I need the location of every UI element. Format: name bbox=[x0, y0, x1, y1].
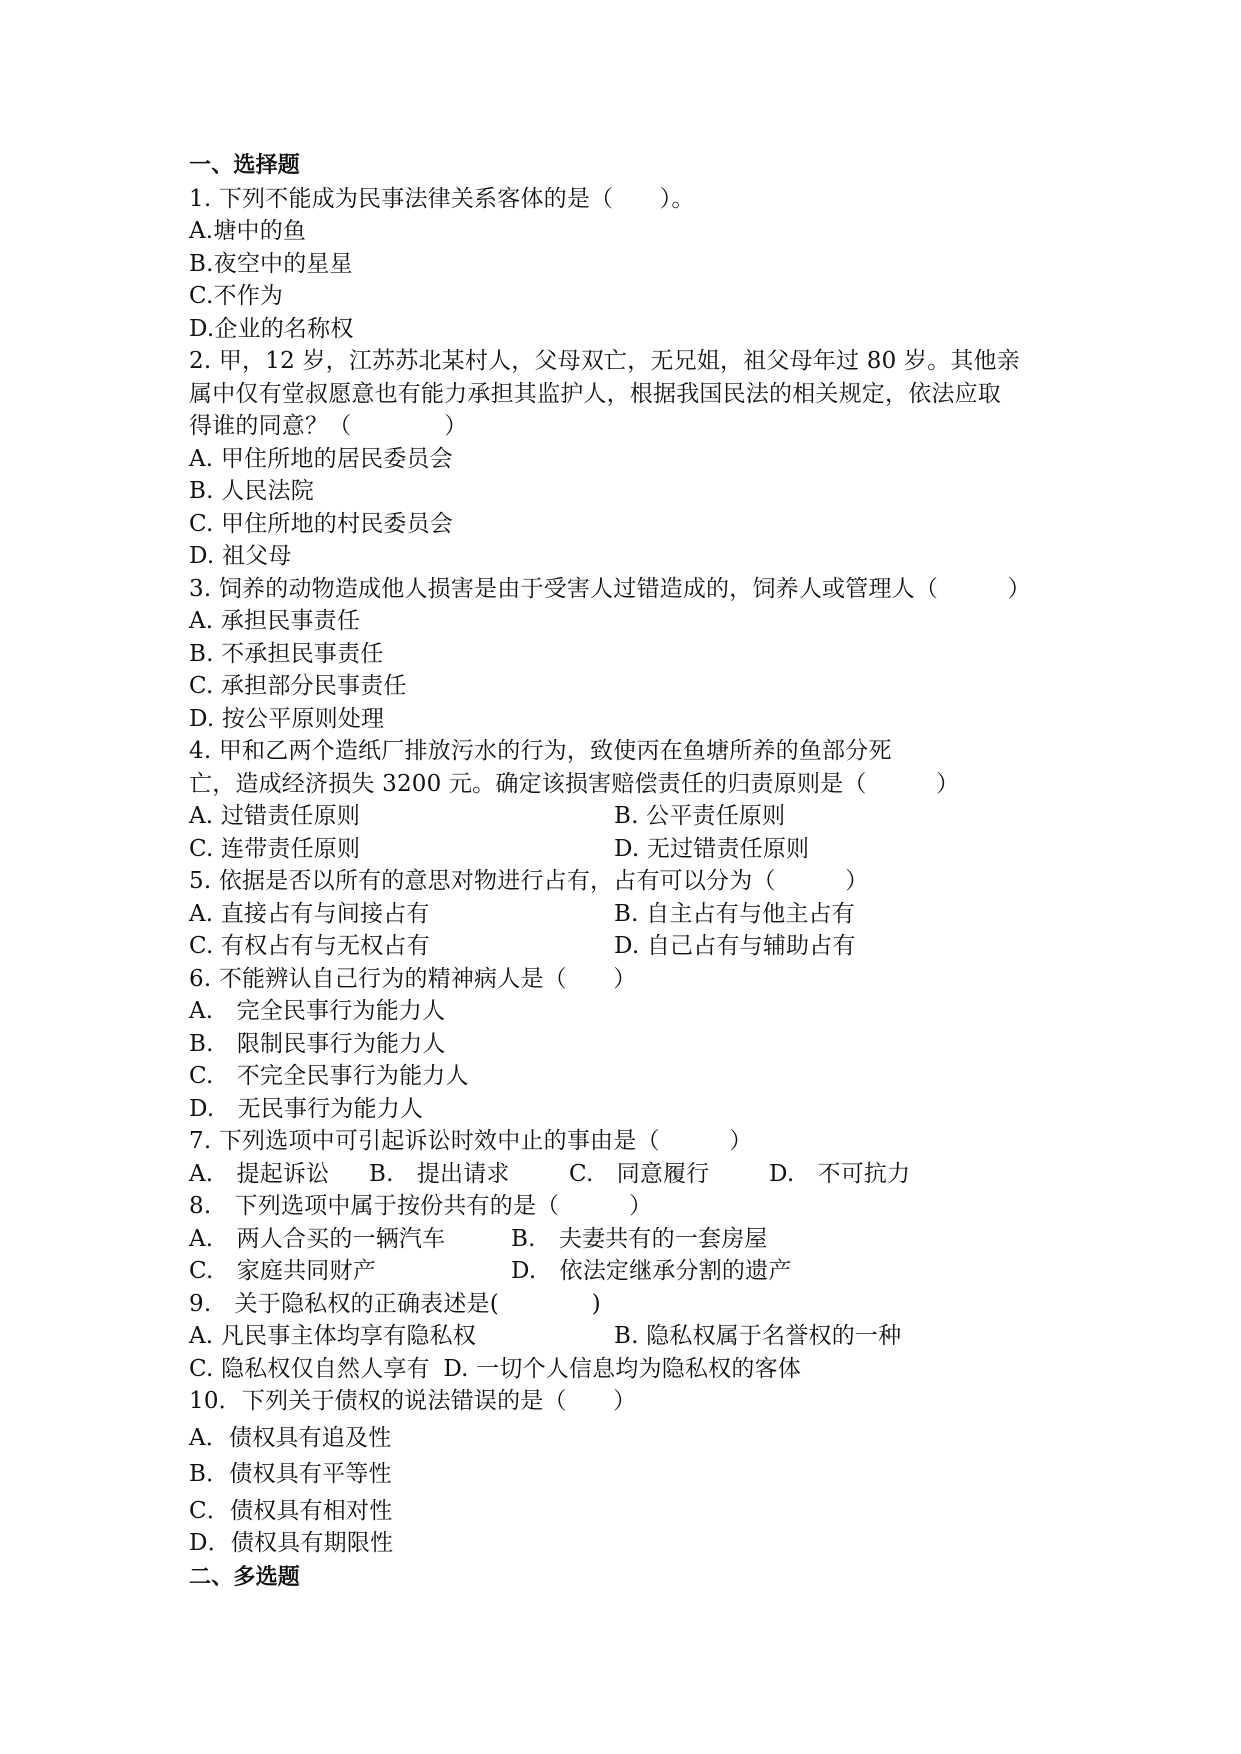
question-3-option-c: C. 承担部分民事责任 bbox=[189, 673, 407, 699]
question-7-option-b: B. 提出请求 bbox=[369, 1160, 510, 1187]
question-1-stem: 1. 下列不能成为民事法律关系客体的是（ ）。 bbox=[189, 185, 695, 212]
question-7-stem: 7. 下列选项中可引起诉讼时效中止的事由是（ ） bbox=[189, 1128, 753, 1154]
question-8-option-c: C. 家庭共同财产 bbox=[189, 1258, 376, 1284]
question-8-options-row-2 bbox=[189, 1255, 1089, 1288]
question-3-option-a: A. 承担民事责任 bbox=[189, 608, 361, 634]
question-10-option-d: D．债权具有期限性 bbox=[189, 1530, 394, 1556]
question-2-stem-line-1: 2. 甲，12 岁，江苏苏北某村人，父母双亡，无兄姐，祖父母年过 80 岁。其他亲 bbox=[189, 348, 1020, 374]
question-7-options-row bbox=[189, 1158, 1089, 1191]
question-9-options-row-2 bbox=[189, 1353, 1089, 1386]
question-10-option-c: C．债权具有相对性 bbox=[189, 1497, 393, 1524]
question-10-option-a: A．债权具有追及性 bbox=[189, 1424, 392, 1451]
question-1-option-d: D.企业的名称权 bbox=[189, 315, 354, 342]
question-7-option-d: D. 不可抗力 bbox=[769, 1160, 911, 1187]
question-8-option-a: A. 两人合买的一辆汽车 bbox=[189, 1225, 446, 1252]
question-5-option-a: A. 直接占有与间接占有 bbox=[189, 900, 430, 927]
question-8-stem: 8. 下列选项中属于按份共有的是（ ） bbox=[189, 1193, 653, 1219]
question-4-option-b: B. 公平责任原则 bbox=[614, 803, 786, 829]
question-1-option-c: C.不作为 bbox=[189, 283, 284, 309]
question-3-option-b: B. 不承担民事责任 bbox=[189, 640, 384, 667]
question-4-options-row-2 bbox=[189, 833, 1089, 866]
question-9-stem: 9. 关于隐私权的正确表述是( ) bbox=[189, 1290, 601, 1317]
question-3-option-d: D. 按公平原则处理 bbox=[189, 705, 385, 732]
question-9-options-row-1 bbox=[189, 1320, 1089, 1353]
question-5-option-d: D. 自己占有与辅助占有 bbox=[614, 933, 856, 959]
question-4-options-row-1 bbox=[189, 800, 1089, 833]
question-9-option-b: B. 隐私权属于名誉权的一种 bbox=[614, 1323, 902, 1349]
question-9-option-d: D. 一切个人信息均为隐私权的客体 bbox=[443, 1355, 801, 1382]
question-4-stem-line-2: 亡，造成经济损失 3200 元。确定该损害赔偿责任的归责原则是（ ） bbox=[189, 770, 960, 797]
question-8-option-d: D. 依法定继承分割的遗产 bbox=[511, 1258, 792, 1284]
document-content bbox=[189, 150, 1089, 1594]
question-4-option-d: D. 无过错责任原则 bbox=[614, 835, 810, 862]
question-6-stem: 6. 不能辨认自己行为的精神病人是（ ） bbox=[189, 965, 637, 992]
question-5-option-c: C. 有权占有与无权占有 bbox=[189, 933, 430, 959]
question-6-option-c: C. 不完全民事行为能力人 bbox=[189, 1063, 469, 1089]
question-7-option-a: A. 提起诉讼 bbox=[189, 1160, 330, 1187]
question-10-stem: 10．下列关于债权的说法错误的是（ ） bbox=[189, 1388, 637, 1414]
question-7-option-c: C. 同意履行 bbox=[569, 1160, 710, 1187]
question-2-option-c: C. 甲住所地的村民委员会 bbox=[189, 510, 454, 537]
question-8-options-row-1 bbox=[189, 1223, 1089, 1256]
question-2-option-a: A. 甲住所地的居民委员会 bbox=[189, 445, 453, 472]
question-9-option-c: C. 隐私权仅自然人享有 bbox=[189, 1355, 430, 1382]
question-4-stem-line-1: 4. 甲和乙两个造纸厂排放污水的行为，致使丙在鱼塘所养的鱼部分死 bbox=[189, 738, 892, 764]
question-9-option-a: A. 凡民事主体均享有隐私权 bbox=[189, 1323, 477, 1349]
question-5-options-row-1 bbox=[189, 898, 1089, 931]
question-5-options-row-2 bbox=[189, 930, 1089, 963]
question-5-option-b: B. 自主占有与他主占有 bbox=[614, 900, 855, 927]
question-2-option-d: D. 祖父母 bbox=[189, 543, 292, 569]
question-2-stem-line-2: 属中仅有堂叔愿意也有能力承担其监护人，根据我国民法的相关规定，依法应取 bbox=[189, 380, 1001, 407]
question-2-option-b: B. 人民法院 bbox=[189, 478, 314, 504]
question-1-option-b: B.夜空中的星星 bbox=[189, 250, 353, 277]
question-6-option-b: B. 限制民事行为能力人 bbox=[189, 1030, 446, 1057]
question-1-option-a: A.塘中的鱼 bbox=[189, 218, 307, 244]
section-title-single-choice: 一、选择题 bbox=[189, 153, 301, 178]
question-6-option-d: D. 无民事行为能力人 bbox=[189, 1095, 424, 1122]
question-4-option-c: C. 连带责任原则 bbox=[189, 835, 361, 862]
section-title-multiple-choice: 二、多选题 bbox=[189, 1564, 301, 1590]
question-2-stem-line-3: 得谁的同意？（ ） bbox=[189, 413, 468, 439]
question-6-option-a: A. 完全民事行为能力人 bbox=[189, 998, 446, 1024]
question-4-option-a: A. 过错责任原则 bbox=[189, 803, 361, 829]
question-8-option-b: B. 夫妻共有的一套房屋 bbox=[511, 1225, 768, 1252]
question-10-option-b: B．债权具有平等性 bbox=[189, 1461, 392, 1487]
question-5-stem: 5. 依据是否以所有的意思对物进行占有，占有可以分为（ ） bbox=[189, 868, 869, 894]
question-3-stem: 3. 饲养的动物造成他人损害是由于受害人过错造成的，饲养人或管理人（ ） bbox=[189, 575, 1031, 602]
